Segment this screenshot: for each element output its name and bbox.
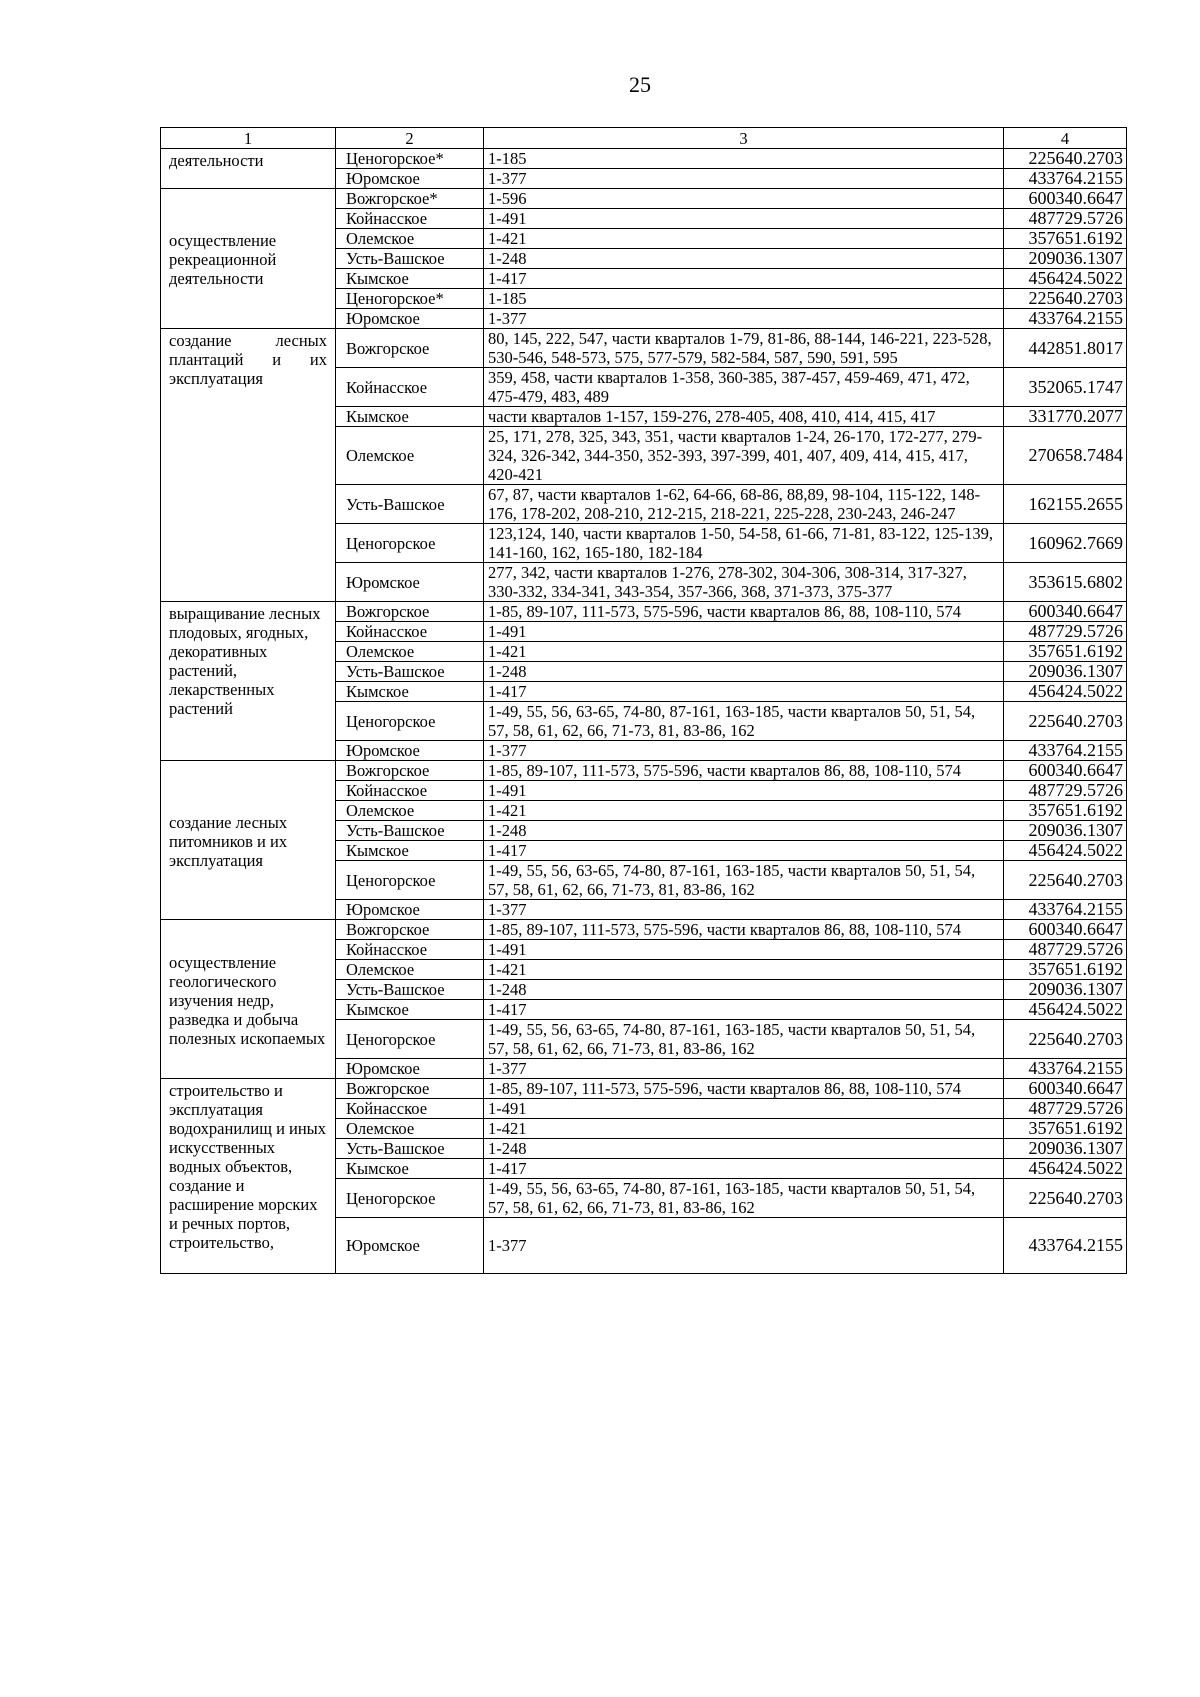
- table-row: [161, 1079, 1127, 1099]
- activity-cell: строительство и эксплуатация водохранилищ и иных искусственных водных объектов, создание и расширение морских и речных портов, строительство,: [161, 1079, 336, 1274]
- table-row: [161, 602, 1127, 622]
- area-cell: 357651.6192: [1004, 801, 1127, 821]
- quarters-cell: 1-491: [484, 940, 1004, 960]
- forestry-cell: Вожгорское: [336, 602, 484, 622]
- area-cell: 433764.2155: [1004, 741, 1127, 761]
- quarters-cell: 1-491: [484, 1099, 1004, 1119]
- area-cell: 162155.2655: [1004, 485, 1127, 524]
- forestry-cell: Юромское: [336, 309, 484, 329]
- area-cell: 433764.2155: [1004, 1059, 1127, 1079]
- quarters-cell: 1-248: [484, 980, 1004, 1000]
- forestry-cell: Вожгорское: [336, 920, 484, 940]
- header-cell-3: 3: [484, 128, 1004, 149]
- quarters-cell: 1-85, 89-107, 111-573, 575-596, части кварталов 86, 88, 108-110, 574: [484, 602, 1004, 622]
- header-row: [161, 128, 1127, 149]
- quarters-cell: 1-421: [484, 960, 1004, 980]
- forestry-cell: Вожгорское: [336, 761, 484, 781]
- forestry-cell: Койнасское: [336, 368, 484, 407]
- area-cell: 160962.7669: [1004, 524, 1127, 563]
- forestry-cell: Олемское: [336, 229, 484, 249]
- area-cell: 225640.2703: [1004, 702, 1127, 741]
- table-row: [161, 189, 1127, 209]
- forestry-cell: Олемское: [336, 801, 484, 821]
- area-cell: 357651.6192: [1004, 1119, 1127, 1139]
- quarters-cell: 1-377: [484, 1218, 1004, 1274]
- forestry-cell: Усть-Вашское: [336, 662, 484, 682]
- quarters-cell: 80, 145, 222, 547, части кварталов 1-79, 81-86, 88-144, 146-221, 223-528, 530-546, 548-573, 575, 577-579, 582-584, 587, 590, 591, 595: [484, 329, 1004, 368]
- forestry-cell: Ценогорское: [336, 861, 484, 900]
- area-cell: 270658.7484: [1004, 427, 1127, 485]
- area-cell: 487729.5726: [1004, 781, 1127, 801]
- quarters-cell: 1-248: [484, 662, 1004, 682]
- quarters-cell: 1-377: [484, 900, 1004, 920]
- quarters-cell: 1-417: [484, 1159, 1004, 1179]
- area-cell: 433764.2155: [1004, 169, 1127, 189]
- quarters-cell: 1-85, 89-107, 111-573, 575-596, части кварталов 86, 88, 108-110, 574: [484, 761, 1004, 781]
- area-cell: 442851.8017: [1004, 329, 1127, 368]
- quarters-cell: 25, 171, 278, 325, 343, 351, части кварталов 1-24, 26-170, 172-277, 279-324, 326-342, 344-350, 352-393, 397-399, 401, 407, 409, 414, 415, 417, 420-421: [484, 427, 1004, 485]
- quarters-cell: 1-85, 89-107, 111-573, 575-596, части кварталов 86, 88, 108-110, 574: [484, 920, 1004, 940]
- forestry-cell: Ценогорское: [336, 1179, 484, 1218]
- forestry-cell: Койнасское: [336, 940, 484, 960]
- forestry-cell: Койнасское: [336, 209, 484, 229]
- area-cell: 225640.2703: [1004, 149, 1127, 169]
- forestry-cell: Ценогорское*: [336, 289, 484, 309]
- area-cell: 209036.1307: [1004, 249, 1127, 269]
- forestry-cell: Кымское: [336, 269, 484, 289]
- quarters-cell: 1-248: [484, 821, 1004, 841]
- forestry-cell: Усть-Вашское: [336, 980, 484, 1000]
- forestry-cell: Усть-Вашское: [336, 821, 484, 841]
- quarters-cell: 1-596: [484, 189, 1004, 209]
- area-cell: 456424.5022: [1004, 1000, 1127, 1020]
- quarters-cell: 1-417: [484, 269, 1004, 289]
- quarters-cell: 1-417: [484, 841, 1004, 861]
- area-cell: 225640.2703: [1004, 1179, 1127, 1218]
- forestry-cell: Кымское: [336, 841, 484, 861]
- area-cell: 225640.2703: [1004, 861, 1127, 900]
- quarters-cell: 1-49, 55, 56, 63-65, 74-80, 87-161, 163-185, части кварталов 50, 51, 54, 57, 58, 61, 62, 66, 71-73, 81, 83-86, 162: [484, 861, 1004, 900]
- page-number: 25: [629, 72, 651, 97]
- area-cell: 456424.5022: [1004, 841, 1127, 861]
- area-cell: 456424.5022: [1004, 1159, 1127, 1179]
- activity-cell: создание лесных плантаций и их эксплуатация: [161, 329, 336, 602]
- forestry-cell: Кымское: [336, 407, 484, 427]
- quarters-cell: 1-491: [484, 622, 1004, 642]
- forestry-cell: Ценогорское: [336, 524, 484, 563]
- forestry-cell: Вожгорское: [336, 329, 484, 368]
- quarters-cell: 1-421: [484, 1119, 1004, 1139]
- area-cell: 600340.6647: [1004, 1079, 1127, 1099]
- quarters-cell: 1-417: [484, 1000, 1004, 1020]
- forestry-cell: Олемское: [336, 427, 484, 485]
- forestry-cell: Олемское: [336, 960, 484, 980]
- activity-cell: создание лесных питомников и их эксплуатация: [161, 761, 336, 920]
- area-cell: 487729.5726: [1004, 1099, 1127, 1119]
- area-cell: 353615.6802: [1004, 563, 1127, 602]
- quarters-cell: 67, 87, части кварталов 1-62, 64-66, 68-86, 88,89, 98-104, 115-122, 148-176, 178-202, 208-210, 212-215, 218-221, 225-228, 230-243, 246-247: [484, 485, 1004, 524]
- forestry-cell: Юромское: [336, 1218, 484, 1274]
- table-row: [161, 149, 1127, 169]
- activity-cell: осуществление рекреационной деятельности: [161, 189, 336, 329]
- forestry-cell: Олемское: [336, 1119, 484, 1139]
- forestry-cell: Кымское: [336, 1000, 484, 1020]
- forestry-cell: Кымское: [336, 682, 484, 702]
- quarters-cell: 1-421: [484, 229, 1004, 249]
- area-cell: 209036.1307: [1004, 980, 1127, 1000]
- quarters-cell: 1-185: [484, 149, 1004, 169]
- quarters-cell: 1-49, 55, 56, 63-65, 74-80, 87-161, 163-185, части кварталов 50, 51, 54, 57, 58, 61, 62, 66, 71-73, 81, 83-86, 162: [484, 702, 1004, 741]
- forest-quarters-table: [160, 127, 1127, 1274]
- quarters-cell: 1-49, 55, 56, 63-65, 74-80, 87-161, 163-185, части кварталов 50, 51, 54, 57, 58, 61, 62, 66, 71-73, 81, 83-86, 162: [484, 1020, 1004, 1059]
- quarters-cell: 1-377: [484, 169, 1004, 189]
- activity-cell: деятельности: [161, 149, 336, 189]
- area-cell: 209036.1307: [1004, 1139, 1127, 1159]
- quarters-cell: 1-49, 55, 56, 63-65, 74-80, 87-161, 163-185, части кварталов 50, 51, 54, 57, 58, 61, 62, 66, 71-73, 81, 83-86, 162: [484, 1179, 1004, 1218]
- quarters-cell: 1-185: [484, 289, 1004, 309]
- forestry-cell: Усть-Вашское: [336, 485, 484, 524]
- area-cell: 600340.6647: [1004, 189, 1127, 209]
- forestry-cell: Кымское: [336, 1159, 484, 1179]
- quarters-cell: 1-421: [484, 801, 1004, 821]
- area-cell: 357651.6192: [1004, 229, 1127, 249]
- table-row: [161, 920, 1127, 940]
- area-cell: 433764.2155: [1004, 1218, 1127, 1274]
- forestry-cell: Койнасское: [336, 781, 484, 801]
- forestry-cell: Усть-Вашское: [336, 249, 484, 269]
- area-cell: 225640.2703: [1004, 1020, 1127, 1059]
- area-cell: 209036.1307: [1004, 821, 1127, 841]
- area-cell: 225640.2703: [1004, 289, 1127, 309]
- forestry-cell: Ценогорское*: [336, 149, 484, 169]
- table-row: [161, 761, 1127, 781]
- area-cell: 600340.6647: [1004, 920, 1127, 940]
- activity-cell: выращивание лесных плодовых, ягодных, декоративных растений, лекарственных растений: [161, 602, 336, 761]
- quarters-cell: 1-377: [484, 741, 1004, 761]
- quarters-cell: 1-248: [484, 1139, 1004, 1159]
- quarters-cell: 1-248: [484, 249, 1004, 269]
- quarters-cell: части кварталов 1-157, 159-276, 278-405, 408, 410, 414, 415, 417: [484, 407, 1004, 427]
- forestry-cell: Юромское: [336, 741, 484, 761]
- quarters-cell: 1-491: [484, 781, 1004, 801]
- quarters-cell: 359, 458, части кварталов 1-358, 360-385, 387-457, 459-469, 471, 472, 475-479, 483, 489: [484, 368, 1004, 407]
- area-cell: 209036.1307: [1004, 662, 1127, 682]
- activity-cell: осуществление геологического изучения недр, разведка и добыча полезных ископаемых: [161, 920, 336, 1079]
- area-cell: 600340.6647: [1004, 602, 1127, 622]
- forestry-cell: Ценогорское: [336, 702, 484, 741]
- quarters-cell: 1-417: [484, 682, 1004, 702]
- forestry-cell: Ценогорское: [336, 1020, 484, 1059]
- quarters-cell: 1-85, 89-107, 111-573, 575-596, части кварталов 86, 88, 108-110, 574: [484, 1079, 1004, 1099]
- header-cell-4: 4: [1004, 128, 1127, 149]
- forestry-cell: Юромское: [336, 1059, 484, 1079]
- forestry-cell: Олемское: [336, 642, 484, 662]
- header-cell-1: 1: [161, 128, 336, 149]
- quarters-cell: 123,124, 140, части кварталов 1-50, 54-58, 61-66, 71-81, 83-122, 125-139, 141-160, 162, 165-180, 182-184: [484, 524, 1004, 563]
- forestry-cell: Вожгорское: [336, 1079, 484, 1099]
- quarters-cell: 1-377: [484, 1059, 1004, 1079]
- quarters-cell: 277, 342, части кварталов 1-276, 278-302, 304-306, 308-314, 317-327, 330-332, 334-341, 343-354, 357-366, 368, 371-373, 375-377: [484, 563, 1004, 602]
- area-cell: 357651.6192: [1004, 960, 1127, 980]
- header-cell-2: 2: [336, 128, 484, 149]
- table-body: [161, 128, 1127, 1274]
- forestry-cell: Усть-Вашское: [336, 1139, 484, 1159]
- forestry-cell: Юромское: [336, 169, 484, 189]
- table-row: [161, 329, 1127, 368]
- forestry-cell: Вожгорское*: [336, 189, 484, 209]
- area-cell: 456424.5022: [1004, 269, 1127, 289]
- area-cell: 433764.2155: [1004, 900, 1127, 920]
- area-cell: 487729.5726: [1004, 622, 1127, 642]
- quarters-cell: 1-491: [484, 209, 1004, 229]
- area-cell: 331770.2077: [1004, 407, 1127, 427]
- area-cell: 352065.1747: [1004, 368, 1127, 407]
- forestry-cell: Юромское: [336, 563, 484, 602]
- area-cell: 433764.2155: [1004, 309, 1127, 329]
- quarters-cell: 1-421: [484, 642, 1004, 662]
- quarters-cell: 1-377: [484, 309, 1004, 329]
- forestry-cell: Койнасское: [336, 1099, 484, 1119]
- forestry-cell: Юромское: [336, 900, 484, 920]
- forestry-cell: Койнасское: [336, 622, 484, 642]
- area-cell: 487729.5726: [1004, 940, 1127, 960]
- area-cell: 357651.6192: [1004, 642, 1127, 662]
- area-cell: 487729.5726: [1004, 209, 1127, 229]
- area-cell: 600340.6647: [1004, 761, 1127, 781]
- area-cell: 456424.5022: [1004, 682, 1127, 702]
